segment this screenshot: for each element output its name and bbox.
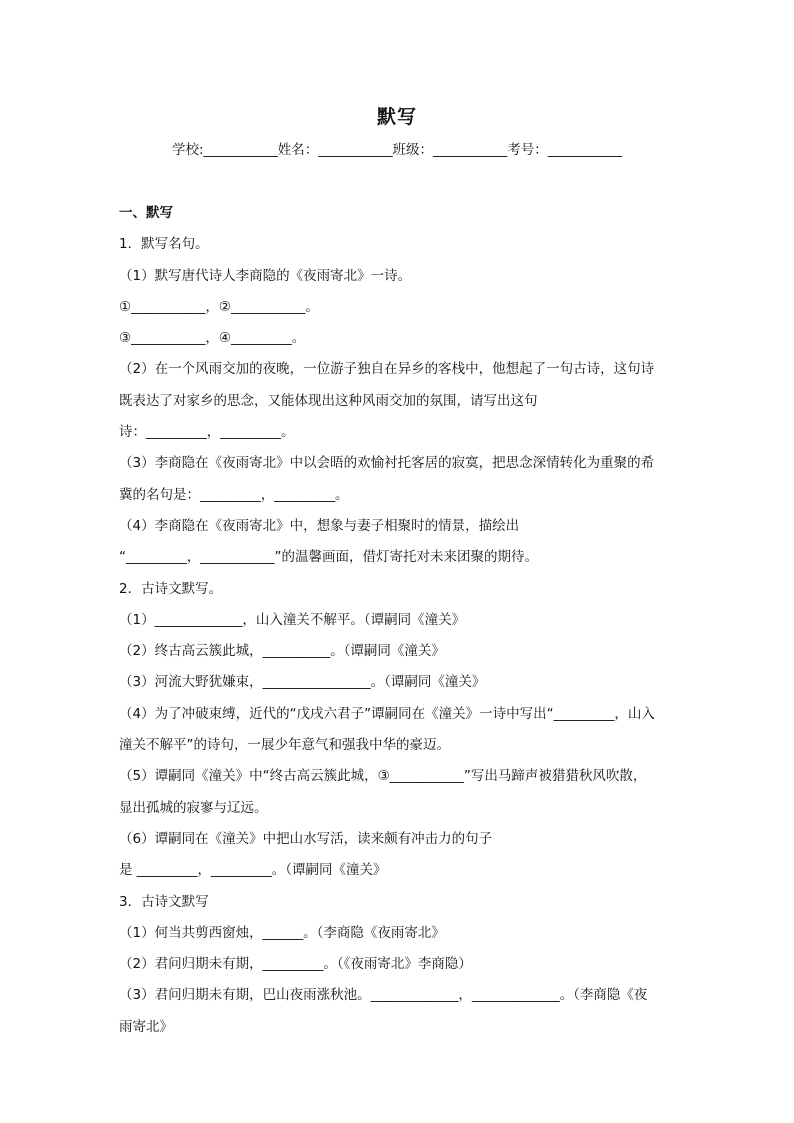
question-2-title: 2．古诗文默写。 [119, 580, 223, 597]
question-1-blanks-3-4: ③___________，④_________。 [119, 330, 306, 347]
question-2-part-5-line-1: （5）谭嗣同《潼关》中“终古高云簇此城，③___________”写出马蹄声被猎猎秋风吹散， [119, 768, 647, 785]
page-title: 默写 [376, 106, 417, 128]
question-2-part-3: （3）河流大野犹嫌束，________________。（谭嗣同《潼关》 [119, 674, 486, 691]
question-3-part-3-line-2: 雨寄北》 [119, 1018, 173, 1035]
question-1-part-3-line-1: （3）李商隐在《夜雨寄北》中以会晤的欢愉衬托客居的寂寞，把思念深情转化为重聚的希 [119, 455, 655, 472]
question-3-title: 3．古诗文默写 [119, 893, 209, 910]
section-heading: 一、默写 [119, 205, 173, 221]
question-1-part-3-line-2: 冀的名句是：_________，_________。 [119, 486, 349, 503]
question-1-part-2-line-1: （2）在一个风雨交加的夜晚，一位游子独自在异乡的客栈中，他想起了一句古诗，这句诗 [119, 361, 655, 378]
question-2-part-4-line-1: （4）为了冲破束缚，近代的“戊戌六君子”谭嗣同在《潼关》一诗中写出“_________，山入 [119, 705, 655, 722]
question-2-part-2: （2）终古高云簇此城，__________。（谭嗣同《潼关》 [119, 643, 445, 660]
question-1-part-2-line-3: 诗：_________，_________。 [119, 424, 295, 441]
question-2-part-1: （1）_____________，山入潼关不解平。（谭嗣同《潼关》 [119, 611, 466, 628]
question-1-part-4-line-1: （4）李商隐在《夜雨寄北》中，想象与妻子相聚时的情景，描绘出 [119, 517, 520, 534]
question-1-blanks-1-2: ①___________，②___________。 [119, 298, 319, 315]
question-1-part-2-line-2: 既表达了对家乡的思念，又能体现出这种风雨交加的氛围，请写出这句 [119, 392, 538, 409]
question-2-part-6-line-1: （6）谭嗣同在《潼关》中把山水写活，读来颇有冲击力的句子 [119, 830, 493, 847]
question-3-part-2: （2）君问归期未有期，_________。（《夜雨寄北》李商隐） [119, 956, 472, 973]
question-1-part-4-line-2: “_________，___________”的温馨画面，借灯寄托对未来团聚的期待。 [119, 549, 538, 566]
question-2-part-5-line-2: 显出孤城的寂寥与辽远。 [119, 799, 268, 816]
question-1-part-1: （1）默写唐代诗人李商隐的《夜雨寄北》一诗。 [119, 267, 412, 284]
question-1-title: 1．默写名句。 [119, 236, 209, 253]
question-2-part-4-line-2: 潼关不解平”的诗句，一展少年意气和强我中华的豪迈。 [119, 737, 450, 754]
question-3-part-3-line-1: （3）君问归期未有期，巴山夜雨涨秋池。_____________，_____________。（李商隐《夜 [119, 987, 648, 1004]
student-info-line: 学校:___________姓名：___________班级：___________考号：___________ [171, 142, 623, 158]
question-3-part-1: （1）何当共剪西窗烛，______。（李商隐《夜雨寄北》 [119, 924, 445, 941]
question-2-part-6-line-2: 是 _________，_________。（谭嗣同《潼关》 [119, 862, 387, 879]
question-content [119, 198, 679, 1043]
